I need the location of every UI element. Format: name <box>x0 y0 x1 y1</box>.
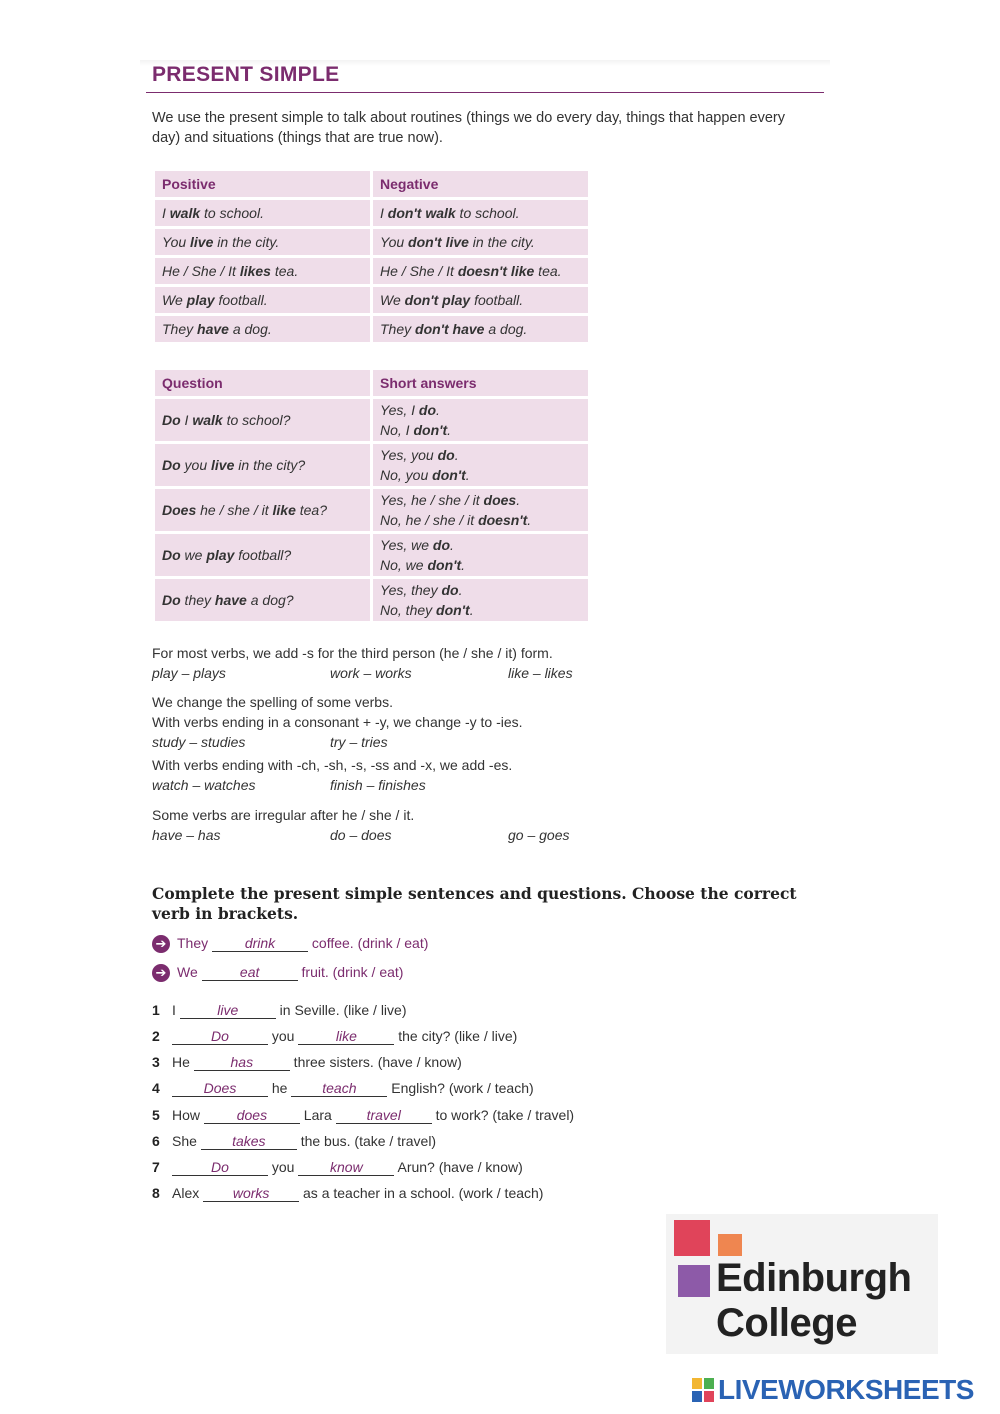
header-short-answers: Short answers <box>373 370 588 396</box>
answer-field[interactable]: know <box>298 1159 394 1176</box>
positive-cell: You live in the city. <box>155 229 370 255</box>
spelling-rules <box>152 643 752 845</box>
answer-field[interactable]: travel <box>336 1107 432 1124</box>
table-row <box>155 258 588 284</box>
answer-field[interactable]: Do <box>172 1159 268 1176</box>
rule-text: With verbs ending in a consonant + -y, we change -y to -ies. <box>152 714 523 730</box>
rule-text: Some verbs are irregular after he / she / it. <box>152 807 415 823</box>
example: have – has <box>152 827 221 843</box>
answer-cell: Yes, they do. No, they don't. <box>373 579 588 621</box>
answer-cell: Yes, he / she / it does. No, he / she / it doesn't. <box>373 489 588 531</box>
answer-cell: Yes, I do. No, I don't. <box>373 399 588 441</box>
answer-field[interactable]: eat <box>202 964 298 981</box>
negative-cell: We don't play football. <box>373 287 588 313</box>
answer-field[interactable]: Does <box>172 1080 268 1097</box>
example: like – likes <box>508 665 573 681</box>
negative-cell: I don't walk to school. <box>373 200 588 226</box>
example: work – works <box>330 665 412 681</box>
questions-table <box>152 367 591 624</box>
answer-cell: Yes, you do. No, you don't. <box>373 444 588 486</box>
positive-cell: We play football. <box>155 287 370 313</box>
example-row <box>152 732 752 752</box>
table-row <box>155 399 588 441</box>
example: study – studies <box>152 734 246 750</box>
logo-square-red <box>674 1220 710 1256</box>
example: watch – watches <box>152 777 256 793</box>
logo-text-line1: Edinburgh <box>716 1256 912 1300</box>
answer-field[interactable]: drink <box>212 935 308 952</box>
example-row <box>152 825 752 845</box>
answer-field[interactable]: takes <box>201 1133 297 1150</box>
example-sentence: ➔ They drink coffee. (drink / eat) <box>152 933 428 953</box>
answer-field[interactable]: works <box>203 1185 299 1202</box>
table-row <box>155 316 588 342</box>
answer-field[interactable]: like <box>298 1028 394 1045</box>
rule-text: We change the spelling of some verbs. <box>152 694 393 710</box>
answer-field[interactable]: does <box>204 1107 300 1124</box>
question-cell: Do I walk to school? <box>155 399 370 441</box>
question-cell: Do they have a dog? <box>155 579 370 621</box>
exercise-instruction: Complete the present simple sentences and questions. Choose the correct verb in brackets. <box>152 884 797 923</box>
answer-field[interactable]: live <box>180 1002 276 1019</box>
header-question: Question <box>155 370 370 396</box>
question-item: 1 I live in Seville. (like / live) <box>152 1002 407 1018</box>
question-cell: Do we play football? <box>155 534 370 576</box>
rule-text: With verbs ending with -ch, -sh, -s, -ss and -x, we add -es. <box>152 757 513 773</box>
answer-field[interactable]: has <box>194 1054 290 1071</box>
question-item: 7 Do you know Arun? (have / know) <box>152 1159 523 1175</box>
negative-cell: He / She / It doesn't like tea. <box>373 258 588 284</box>
table-row <box>155 200 588 226</box>
answer-field[interactable]: Do <box>172 1028 268 1045</box>
answer-field[interactable]: teach <box>291 1080 387 1097</box>
logo-square-orange <box>718 1234 742 1256</box>
table-row <box>155 444 588 486</box>
header-negative: Negative <box>373 171 588 197</box>
example: do – does <box>330 827 392 843</box>
question-item: 4 Does he teach English? (work / teach) <box>152 1080 534 1096</box>
question-item: 6 She takes the bus. (take / travel) <box>152 1133 437 1149</box>
header-positive: Positive <box>155 171 370 197</box>
arrow-right-icon: ➔ <box>152 964 170 982</box>
forms-table <box>152 168 591 345</box>
example-row <box>152 775 752 795</box>
table-row <box>155 229 588 255</box>
liveworksheets-icon <box>692 1378 714 1402</box>
answer-cell: Yes, we do. No, we don't. <box>373 534 588 576</box>
logo-text-line2: College <box>716 1301 857 1345</box>
question-item: 2 Do you like the city? (like / live) <box>152 1028 518 1044</box>
table-row <box>155 534 588 576</box>
logo-square-purple <box>678 1265 710 1297</box>
question-cell: Do you live in the city? <box>155 444 370 486</box>
question-item: 8 Alex works as a teacher in a school. (work / teach) <box>152 1185 544 1201</box>
example: play – plays <box>152 665 226 681</box>
positive-cell: They have a dog. <box>155 316 370 342</box>
negative-cell: They don't have a dog. <box>373 316 588 342</box>
question-cell: Does he / she / it like tea? <box>155 489 370 531</box>
page-title: PRESENT SIMPLE <box>152 63 340 86</box>
example-row <box>152 663 752 683</box>
title-rule <box>146 92 824 93</box>
question-item: 3 He has three sisters. (have / know) <box>152 1054 462 1070</box>
example-sentence: ➔ We eat fruit. (drink / eat) <box>152 962 403 982</box>
table-row <box>155 489 588 531</box>
arrow-right-icon: ➔ <box>152 935 170 953</box>
question-item: 5 How does Lara travel to work? (take / travel) <box>152 1107 575 1123</box>
intro-text: We use the present simple to talk about routines (things we do every day, things that happen every day) and situations (things that are true now). <box>152 110 785 146</box>
brand-name: LIVEWORKSHEETS <box>718 1374 974 1405</box>
table-row <box>155 287 588 313</box>
positive-cell: He / She / It likes tea. <box>155 258 370 284</box>
example: try – tries <box>330 734 388 750</box>
table-row <box>155 579 588 621</box>
example: finish – finishes <box>330 777 426 793</box>
rule-text: For most verbs, we add -s for the third person (he / she / it) form. <box>152 645 553 661</box>
positive-cell: I walk to school. <box>155 200 370 226</box>
negative-cell: You don't live in the city. <box>373 229 588 255</box>
example: go – goes <box>508 827 570 843</box>
